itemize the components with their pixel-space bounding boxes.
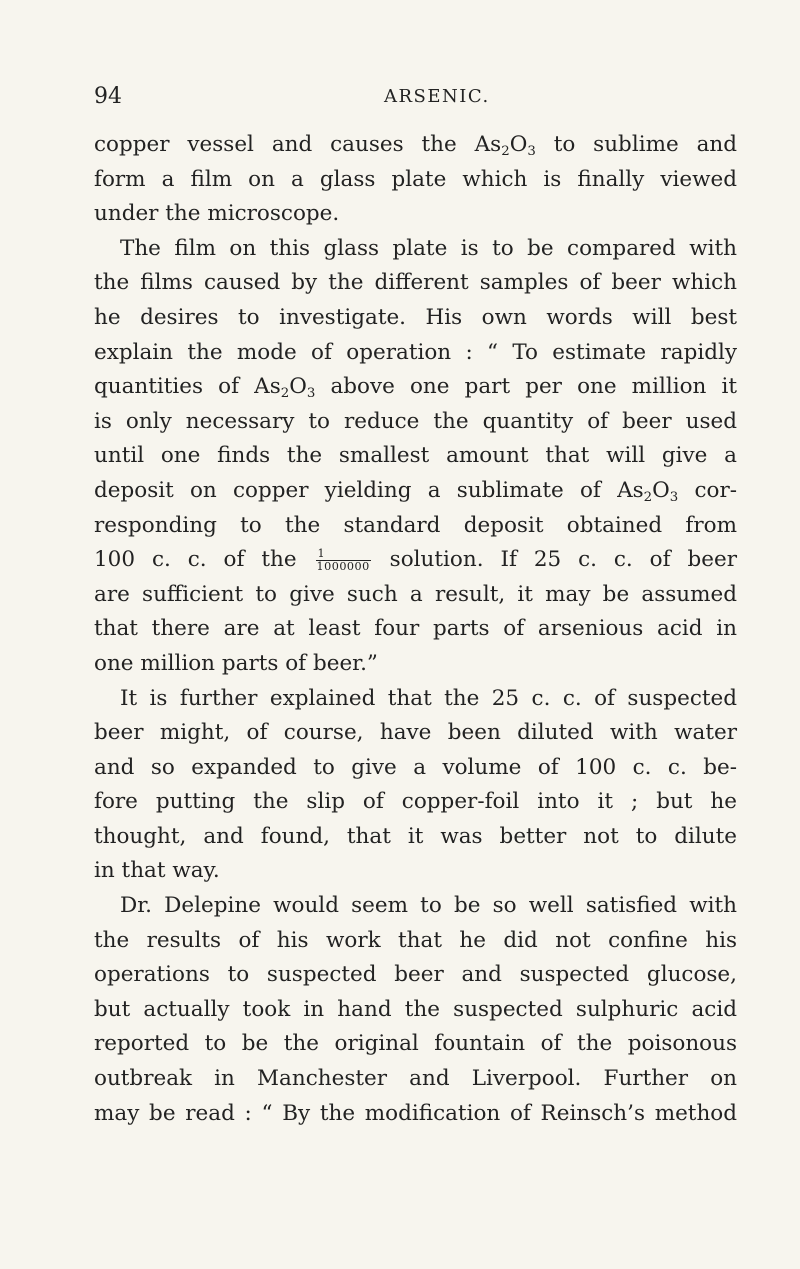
text-line: reported to be the original fountain of the poisonous: [94, 1031, 737, 1057]
text-line: under the microscope.: [94, 201, 340, 227]
text-line: It is further explained that the 25 c. c. of suspected: [120, 685, 737, 711]
text-line: The film on this glass plate is to be compared with: [120, 235, 737, 261]
text-line: thought, and found, that it was better not to dilute: [94, 823, 737, 849]
text-line: copper vessel and causes the $As_2O_3$ to sublime and: [94, 132, 737, 159]
text-line: in that way.: [94, 858, 220, 884]
text-line: quantities of $As_2O_3$ above one part per one million it: [94, 374, 737, 402]
text-line: may be read : “ By the modification of Reinsch’s method: [94, 1100, 737, 1126]
text-line: that there are at least four parts of arsenious acid in: [94, 616, 737, 642]
page-number: 94: [94, 84, 122, 109]
text-line: 100 c. c. of the $\frac{1}{1000000}$ solution. If 25 c. c. of beer: [94, 546, 737, 573]
text-line: is only necessary to reduce the quantity of beer used: [94, 408, 737, 434]
fraction: $\frac{1}{1000000}$: [316, 546, 370, 573]
text-line: Dr. Delepine would seem to be so well satisfied with: [120, 893, 737, 919]
text-line: he desires to investigate. His own words will best: [94, 304, 737, 330]
text-line: explain the mode of operation : “ To estimate rapidly: [94, 339, 737, 365]
text-line: operations to suspected beer and suspected glucose,: [94, 962, 737, 988]
text-line: until one finds the smallest amount that will give a: [94, 443, 737, 469]
text-line: beer might, of course, have been diluted with water: [94, 720, 737, 746]
text-line: are sufficient to give such a result, it may be assumed: [94, 581, 737, 607]
text-line: the films caused by the different samples of beer which: [94, 270, 737, 296]
text-line: deposit on copper yielding a sublimate of $As_2O_3$ cor-: [94, 477, 737, 505]
text-line: the results of his work that he did not confine his: [94, 927, 737, 953]
text-line: and so expanded to give a volume of 100 c. c. be-: [94, 754, 737, 780]
text-line: form a film on a glass plate which is finally viewed: [94, 166, 737, 192]
text-line: but actually took in hand the suspected sulphuric acid: [94, 996, 737, 1022]
text-line: outbreak in Manchester and Liverpool. Further on: [94, 1066, 737, 1092]
body-text: [94, 128, 737, 1131]
running-head: ARSENIC.: [384, 86, 490, 107]
page-header: [94, 84, 734, 114]
text-line: one million parts of beer.”: [94, 650, 378, 676]
text-line: responding to the standard deposit obtained from: [94, 512, 737, 538]
text-line: fore putting the slip of copper-foil into it ; but he: [94, 789, 737, 815]
